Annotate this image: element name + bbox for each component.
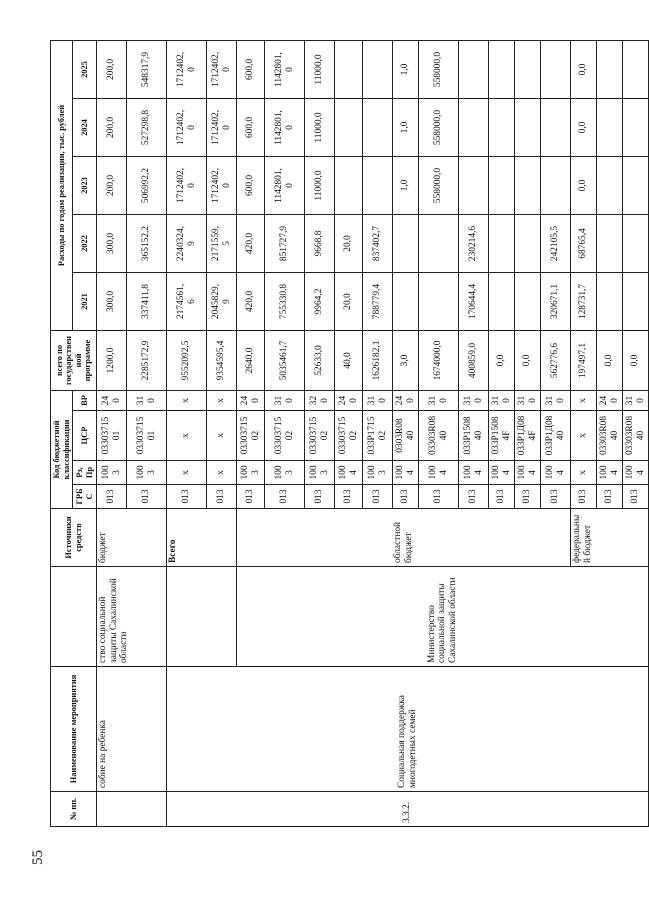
year-amount — [363, 99, 393, 157]
vr-code: 31 0 — [489, 391, 515, 411]
year-amount — [419, 273, 459, 331]
year-amount: 527298,8 — [127, 99, 167, 157]
header-source: Источники средств — [51, 509, 97, 567]
total-amount: 197497,1 — [571, 331, 597, 391]
year-amount — [419, 215, 459, 273]
csr-code: 03303715 01 — [127, 411, 167, 461]
year-amount — [459, 157, 489, 215]
year-amount — [393, 273, 419, 331]
csr-code: 03303715 02 — [305, 411, 335, 461]
year-amount — [623, 157, 649, 215]
year-amount: 548317,9 — [127, 41, 167, 99]
year-amount — [363, 157, 393, 215]
year-amount: 0,0 — [571, 99, 597, 157]
header-vr: ВР — [73, 391, 97, 411]
total-amount: 9552092,5 — [167, 331, 207, 391]
year-amount — [393, 215, 419, 273]
year-amount — [489, 99, 515, 157]
rzpr-code: 100 4 — [541, 461, 571, 485]
year-amount: 337411,8 — [127, 273, 167, 331]
rzpr-code: x — [571, 461, 597, 485]
grbs-code: 013 — [393, 485, 419, 509]
year-amount: 9964,2 — [305, 273, 335, 331]
header-years-group: Расходы по годам реализации, тыс. рублей — [51, 41, 73, 331]
csr-code: 033Р1508 4F — [489, 411, 515, 461]
year-amount: 2240324, 9 — [167, 215, 207, 273]
year-amount: 11000,0 — [305, 157, 335, 215]
csr-code: 03303R08 40 — [623, 411, 649, 461]
rzpr-code: 100 4 — [459, 461, 489, 485]
year-amount: 558000,0 — [419, 157, 459, 215]
header-no: № пп. — [51, 792, 97, 827]
year-amount — [335, 41, 363, 99]
event-name: собие на ребенка — [97, 667, 167, 792]
year-amount — [623, 99, 649, 157]
year-amount: 1712402, 0 — [207, 99, 237, 157]
rzpr-code: 100 4 — [597, 461, 623, 485]
rzpr-code: 100 4 — [419, 461, 459, 485]
year-amount: 300,0 — [97, 215, 127, 273]
year-amount: 558000,0 — [419, 99, 459, 157]
grbs-code: 013 — [335, 485, 363, 509]
year-amount: 2174561, 6 — [167, 273, 207, 331]
year-amount: 558000,0 — [419, 41, 459, 99]
rzpr-code: 100 3 — [265, 461, 305, 485]
rzpr-code: 100 3 — [237, 461, 265, 485]
year-amount — [515, 99, 541, 157]
vr-code: x — [167, 391, 207, 411]
csr-code: 03303715 02 — [237, 411, 265, 461]
header-year-2022: 2022 — [73, 215, 97, 273]
vr-code: 31 0 — [419, 391, 459, 411]
vr-code: 24 0 — [393, 391, 419, 411]
responsible-executor: ство социальной защиты Сахалинской области — [97, 567, 167, 667]
csr-code: 03303715 02 — [265, 411, 305, 461]
year-amount — [335, 99, 363, 157]
vr-code: 31 0 — [459, 391, 489, 411]
grbs-code: 013 — [97, 485, 127, 509]
year-amount: 1712402, 0 — [167, 99, 207, 157]
budget-table — [50, 40, 649, 827]
total-amount: 5035461,7 — [265, 331, 305, 391]
year-amount: 755330,8 — [265, 273, 305, 331]
grbs-code: 013 — [489, 485, 515, 509]
year-amount — [363, 41, 393, 99]
vr-code: 31 0 — [541, 391, 571, 411]
responsible-executor-blank — [167, 567, 237, 667]
year-amount — [623, 273, 649, 331]
year-amount: 420,0 — [237, 273, 265, 331]
year-amount — [459, 99, 489, 157]
rzpr-code: 100 4 — [489, 461, 515, 485]
header-responsible — [51, 567, 97, 667]
grbs-code: 013 — [237, 485, 265, 509]
year-amount: 0,0 — [571, 41, 597, 99]
year-amount — [597, 157, 623, 215]
csr-code: 033Р1Д08 40 — [541, 411, 571, 461]
total-amount: 2285172,9 — [127, 331, 167, 391]
header-rzpr: Рз, Пр — [73, 461, 97, 485]
csr-code: 03303715 02 — [335, 411, 363, 461]
vr-code: 24 0 — [597, 391, 623, 411]
year-amount — [489, 157, 515, 215]
year-amount — [489, 41, 515, 99]
year-amount: 200,0 — [97, 41, 127, 99]
total-amount: 0,0 — [515, 331, 541, 391]
year-amount — [541, 157, 571, 215]
header-year-2024: 2024 — [73, 99, 97, 157]
year-amount: 1712402, 0 — [167, 41, 207, 99]
total-amount: 52633,0 — [305, 331, 335, 391]
csr-code: 0303R08 40 — [393, 411, 419, 461]
grbs-code: 013 — [363, 485, 393, 509]
vr-code: 24 0 — [335, 391, 363, 411]
year-amount: 600,0 — [237, 41, 265, 99]
year-amount: 128731,7 — [571, 273, 597, 331]
funding-source-regional: областной бюджет — [237, 509, 571, 567]
grbs-code: 013 — [541, 485, 571, 509]
no-cell — [97, 792, 167, 827]
year-amount — [597, 273, 623, 331]
header-year-2025: 2025 — [73, 41, 97, 99]
rzpr-code: 100 4 — [515, 461, 541, 485]
year-amount — [541, 99, 571, 157]
year-amount: 200,0 — [97, 157, 127, 215]
total-amount: 2640,0 — [237, 331, 265, 391]
year-amount: 300,0 — [97, 273, 127, 331]
grbs-code: 013 — [597, 485, 623, 509]
year-amount — [597, 99, 623, 157]
total-amount: 1674000,0 — [419, 331, 459, 391]
header-year-2021: 2021 — [73, 273, 97, 331]
year-amount — [541, 41, 571, 99]
vr-code: 31 0 — [623, 391, 649, 411]
vr-code: 24 0 — [237, 391, 265, 411]
csr-code: x — [207, 411, 237, 461]
header-grbs: ГРБС — [73, 485, 97, 509]
year-amount: 1142801, 0 — [265, 157, 305, 215]
rzpr-code: 100 4 — [335, 461, 363, 485]
total-amount: 400859,0 — [459, 331, 489, 391]
grbs-code: 013 — [419, 485, 459, 509]
year-amount: 20,0 — [335, 273, 363, 331]
year-amount: 1712402, 0 — [207, 157, 237, 215]
funding-source: бюджет — [97, 509, 167, 567]
table-row — [97, 41, 127, 827]
year-amount: 2045829, 9 — [207, 273, 237, 331]
total-amount: 9354595,4 — [207, 331, 237, 391]
rzpr-code: 100 3 — [363, 461, 393, 485]
year-amount: 9668,8 — [305, 215, 335, 273]
year-amount: 506992,2 — [127, 157, 167, 215]
grbs-code: 013 — [623, 485, 649, 509]
year-amount: 1142801, 0 — [265, 41, 305, 99]
year-amount: 200,0 — [97, 99, 127, 157]
grbs-code: 013 — [265, 485, 305, 509]
year-amount: 788779,4 — [363, 273, 393, 331]
total-amount: 1200,0 — [97, 331, 127, 391]
total-amount: 0,0 — [597, 331, 623, 391]
header-year-2023: 2023 — [73, 157, 97, 215]
funding-source-total: Всего — [167, 509, 237, 567]
year-amount — [489, 215, 515, 273]
year-amount — [597, 41, 623, 99]
table-row — [167, 41, 207, 827]
responsible-executor: Министерство социальной защиты Сахалинской области — [237, 567, 649, 667]
year-amount: 11000,0 — [305, 41, 335, 99]
year-amount: 242105,5 — [541, 215, 571, 273]
year-amount — [623, 215, 649, 273]
grbs-code: 013 — [515, 485, 541, 509]
grbs-code: 013 — [207, 485, 237, 509]
year-amount: 0,0 — [571, 157, 597, 215]
page-number: 55 — [30, 850, 46, 865]
grbs-code: 013 — [305, 485, 335, 509]
vr-code: 32 0 — [305, 391, 335, 411]
year-amount — [515, 157, 541, 215]
year-amount: 851727,9 — [265, 215, 305, 273]
vr-code: 31 0 — [515, 391, 541, 411]
vr-code: x — [207, 391, 237, 411]
year-amount — [515, 215, 541, 273]
total-amount: 0,0 — [623, 331, 649, 391]
year-amount: 1142801, 0 — [265, 99, 305, 157]
year-amount: 2171559, 5 — [207, 215, 237, 273]
header-csr: ЦСР — [73, 411, 97, 461]
event-number: 3.3.2. — [167, 792, 649, 827]
year-amount: 1,0 — [393, 157, 419, 215]
vr-code: x — [571, 391, 597, 411]
year-amount: 600,0 — [237, 157, 265, 215]
csr-code: 033Р1715 02 — [363, 411, 393, 461]
total-amount: 3,0 — [393, 331, 419, 391]
csr-code: 03303R08 40 — [419, 411, 459, 461]
grbs-code: 013 — [571, 485, 597, 509]
year-amount: 170644,4 — [459, 273, 489, 331]
year-amount: 420,0 — [237, 215, 265, 273]
year-amount: 1,0 — [393, 99, 419, 157]
year-amount — [489, 273, 515, 331]
year-amount — [459, 41, 489, 99]
csr-code: 03303R08 40 — [597, 411, 623, 461]
year-amount: 20,0 — [335, 215, 363, 273]
vr-code: 24 0 — [97, 391, 127, 411]
year-amount: 837402,7 — [363, 215, 393, 273]
header-total: всего по государственной программе — [51, 331, 97, 391]
year-amount: 1,0 — [393, 41, 419, 99]
grbs-code: 013 — [167, 485, 207, 509]
csr-code: x — [167, 411, 207, 461]
year-amount: 365152,2 — [127, 215, 167, 273]
year-amount: 600,0 — [237, 99, 265, 157]
grbs-code: 013 — [459, 485, 489, 509]
rzpr-code: 100 3 — [305, 461, 335, 485]
year-amount — [515, 273, 541, 331]
rzpr-code: x — [167, 461, 207, 485]
event-name: Социальная поддержка многодетных семей — [167, 667, 649, 792]
grbs-code: 013 — [127, 485, 167, 509]
year-amount: 68765,4 — [571, 215, 597, 273]
header-budget-classification: Код бюджетной классификации — [51, 391, 73, 509]
csr-code: x — [571, 411, 597, 461]
rzpr-code: 100 3 — [127, 461, 167, 485]
csr-code: 033Р1Д08 4F — [515, 411, 541, 461]
rzpr-code: 100 4 — [393, 461, 419, 485]
csr-code: 033Р1508 40 — [459, 411, 489, 461]
year-amount: 320671,1 — [541, 273, 571, 331]
total-amount: 562776,6 — [541, 331, 571, 391]
year-amount: 230214,6 — [459, 215, 489, 273]
total-amount: 1626182,1 — [363, 331, 393, 391]
year-amount — [515, 41, 541, 99]
year-amount: 11000,0 — [305, 99, 335, 157]
vr-code: 31 0 — [265, 391, 305, 411]
year-amount: 1712402, 0 — [167, 157, 207, 215]
year-amount — [335, 157, 363, 215]
csr-code: 03303715 01 — [97, 411, 127, 461]
rzpr-code: 100 4 — [623, 461, 649, 485]
header-name: Наименование мероприятия — [51, 667, 97, 792]
total-amount: 40,0 — [335, 331, 363, 391]
year-amount — [623, 41, 649, 99]
year-amount — [597, 215, 623, 273]
vr-code: 31 0 — [363, 391, 393, 411]
rzpr-code: 100 3 — [97, 461, 127, 485]
year-amount: 1712402, 0 — [207, 41, 237, 99]
funding-source-federal: федеральный бюджет — [571, 509, 649, 567]
total-amount: 0,0 — [489, 331, 515, 391]
rzpr-code: x — [207, 461, 237, 485]
vr-code: 31 0 — [127, 391, 167, 411]
